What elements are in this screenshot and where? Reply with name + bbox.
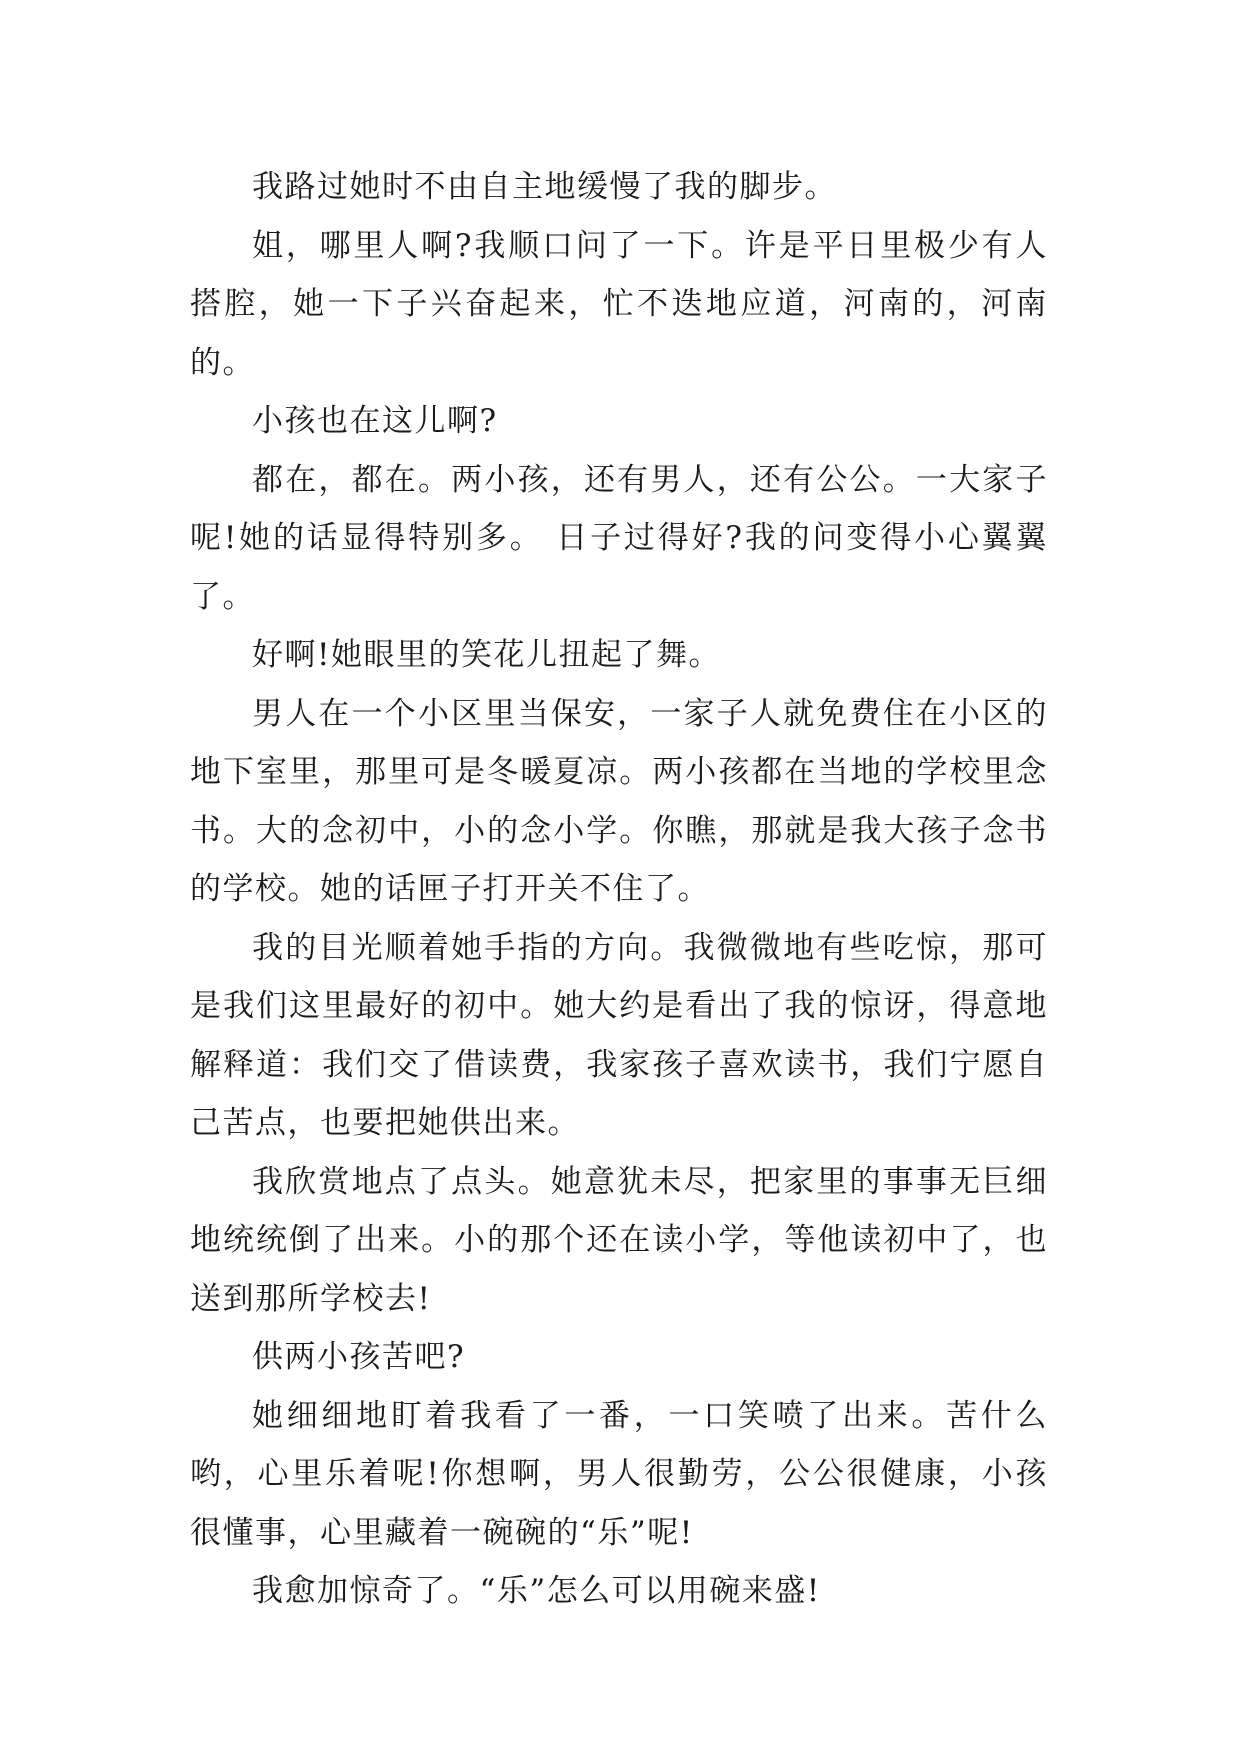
paragraph: 我的目光顺着她手指的方向。我微微地有些吃惊，那可是我们这里最好的初中。她大约是看出了我的惊讶，得意地解释道：我们交了借读费，我家孩子喜欢读书，我们宁愿自己苦点，也要把她供出来。 xyxy=(190,929,1048,1141)
paragraph: 都在，都在。两小孩，还有男人，还有公公。一大家子呢!她的话显得特别多。 日子过得好?我的问变得小心翼翼了。 xyxy=(190,461,1048,615)
paragraph: 小孩也在这儿啊? xyxy=(252,403,498,439)
paragraph: 我路过她时不由自主地缓慢了我的脚步。 xyxy=(252,169,837,205)
paragraph: 好啊!她眼里的笑花儿扭起了舞。 xyxy=(252,637,721,673)
paragraph: 我欣赏地点了点头。她意犹未尽，把家里的事事无巨细地统统倒了出来。小的那个还在读小学，等他读初中了，也送到那所学校去! xyxy=(190,1163,1048,1317)
paragraph: 男人在一个小区里当保安，一家子人就免费住在小区的地下室里，那里可是冬暖夏凉。两小孩都在当地的学校里念书。大的念初中，小的念小学。你瞧，那就是我大孩子念书的学校。她的话匣子打开关不住了。 xyxy=(190,695,1048,907)
paragraph: 我愈加惊奇了。“乐”怎么可以用碗来盛! xyxy=(252,1573,821,1609)
paragraph: 她细细地盯着我看了一番，一口笑喷了出来。苦什么哟，心里乐着呢!你想啊，男人很勤劳，公公很健康，小孩很懂事，心里藏着一碗碗的“乐”呢! xyxy=(190,1397,1048,1551)
paragraph: 供两小孩苦吧? xyxy=(252,1339,466,1375)
paragraph: 姐，哪里人啊?我顺口问了一下。许是平日里极少有人搭腔，她一下子兴奋起来，忙不迭地应道，河南的，河南的。 xyxy=(190,227,1048,381)
article-body xyxy=(190,158,1048,1621)
